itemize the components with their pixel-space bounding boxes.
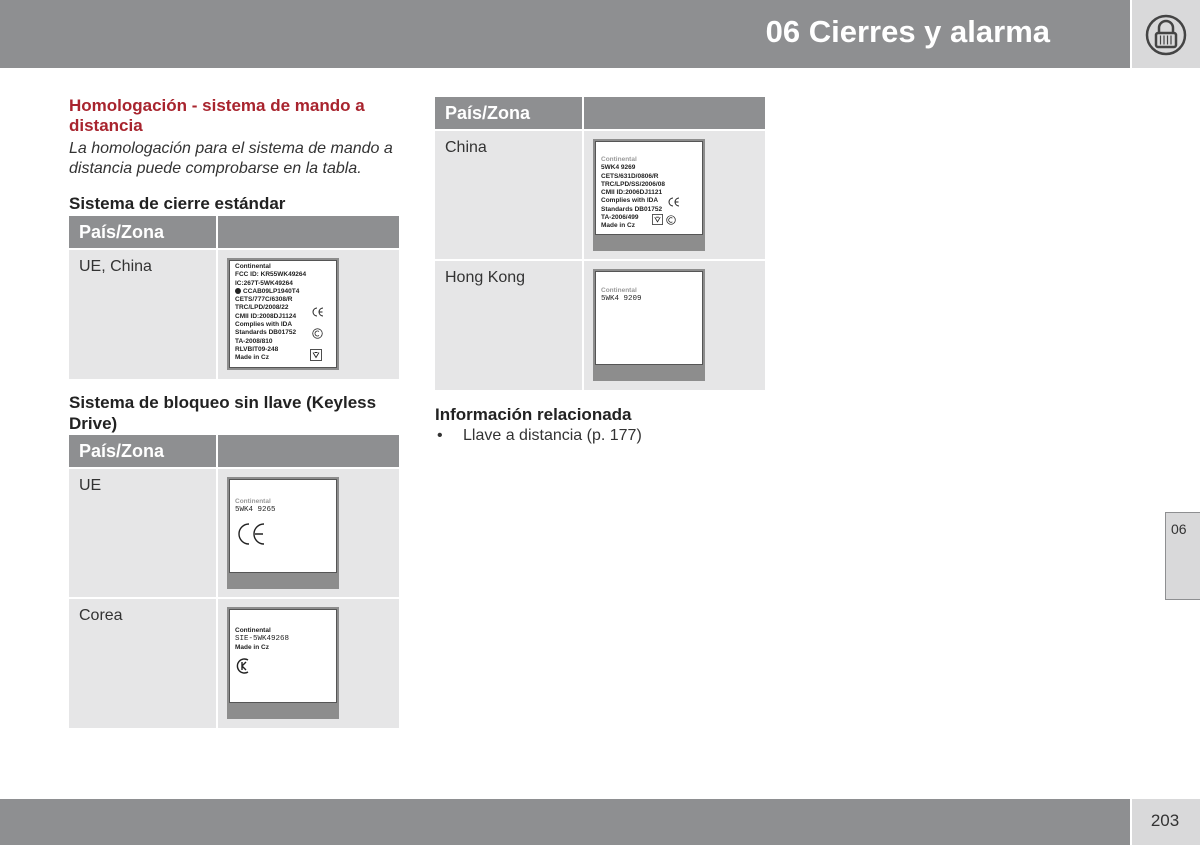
- chapter-tab-number: 06: [1171, 521, 1187, 537]
- label-line: Standards DB01752: [601, 205, 663, 213]
- section-intro: La homologación para el sistema de mando a distancia puede comprobarse en la tabla.: [69, 140, 393, 177]
- label-line: 5WK4 9269: [601, 164, 636, 172]
- table-row: [435, 260, 765, 390]
- standard-lock-table: [69, 216, 399, 379]
- label-line: CETS/777C/6308/R: [235, 296, 293, 304]
- label-line: SIE-5WK49268: [235, 635, 290, 644]
- table-row: [69, 468, 399, 598]
- chapter-tab: [1165, 512, 1200, 600]
- label-line: 5WK4 9209: [601, 295, 642, 304]
- circle-mark-icon: [235, 288, 241, 294]
- label-line: CMII ID:2008DJ1124: [235, 312, 297, 320]
- homologation-label: [227, 607, 339, 719]
- label-line: CMII ID:2006DJ1121: [601, 189, 663, 197]
- column-header-zone: País/Zona: [69, 216, 217, 249]
- label-line: TA-2008/810: [235, 337, 273, 345]
- keyless-table: [69, 435, 399, 728]
- label-line: 5WK4 9265: [235, 506, 276, 515]
- label-line: Made in Cz: [235, 643, 269, 651]
- recycling-mark-icon: [310, 349, 322, 361]
- label-line: TRC/LPD/2008/22: [235, 304, 289, 312]
- related-link-text[interactable]: Llave a distancia (p. 177): [463, 427, 642, 444]
- label-line: Continental: [235, 263, 271, 270]
- label-line: Complies with IDA: [235, 321, 293, 329]
- zone-name: Corea: [69, 598, 217, 728]
- label-line: CETS/631D/0806/R: [601, 172, 659, 180]
- label-line: Made in Cz: [601, 222, 635, 230]
- recycling-mark-icon: [652, 214, 663, 225]
- label-line: RLVBIT09-248: [235, 345, 279, 353]
- label-line: Continental: [601, 287, 637, 294]
- left-column: [69, 96, 399, 728]
- ce-mark-icon: [312, 307, 324, 317]
- label-line: Continental: [601, 156, 637, 163]
- label-line: Complies with IDA: [601, 197, 659, 205]
- c-tick-mark-icon: [312, 328, 323, 339]
- homologation-label: [227, 477, 339, 589]
- kc-mark-icon: [236, 658, 252, 674]
- table-row: [435, 130, 765, 260]
- zone-name: Hong Kong: [435, 260, 583, 390]
- column-header-zone: País/Zona: [435, 97, 583, 130]
- standard-lock-heading: Sistema de cierre estándar: [69, 194, 286, 213]
- page-number: 203: [1150, 811, 1180, 830]
- ce-mark-icon: [236, 522, 266, 546]
- table-row: [69, 598, 399, 728]
- right-zone-table: [435, 97, 765, 390]
- label-line-text: CCAB09LP1940T4: [243, 287, 300, 295]
- homologation-label: [593, 139, 705, 251]
- ce-mark-icon: [668, 197, 680, 207]
- middle-column: [435, 97, 765, 445]
- label-line: Continental: [235, 627, 271, 634]
- label-line: FCC ID: KR55WK49264: [235, 271, 307, 279]
- zone-name: UE: [69, 468, 217, 598]
- zone-name: China: [435, 130, 583, 260]
- column-header-label: [217, 435, 399, 468]
- label-line: Continental: [235, 498, 271, 505]
- footer-bar: [0, 799, 1130, 845]
- footer-page-box: [1132, 799, 1200, 845]
- header-icon-box: [1132, 0, 1200, 68]
- section-title: Homologación - sistema de mando a distancia: [69, 96, 365, 135]
- zone-name: UE, China: [69, 249, 217, 379]
- label-line: [235, 288, 331, 296]
- label-line: Made in Cz: [235, 354, 269, 362]
- homologation-label: [227, 258, 339, 370]
- label-line: IC:267T-5WK49264: [235, 279, 293, 287]
- bullet: •: [437, 427, 443, 444]
- homologation-label: [593, 269, 705, 381]
- table-row: [69, 249, 399, 379]
- related-info-heading: Información relacionada: [435, 405, 632, 424]
- column-header-label: [217, 216, 399, 249]
- c-tick-mark-icon: [666, 215, 676, 225]
- related-link-remote-key[interactable]: [435, 427, 765, 445]
- keyless-heading: Sistema de bloqueo sin llave (Keyless Drive): [69, 393, 377, 433]
- column-header-label: [583, 97, 765, 130]
- chapter-title: 06 Cierres y alarma: [765, 14, 1050, 49]
- label-line: TRC/LPD/SS/2006/08: [601, 180, 665, 188]
- label-line: TA-2006/499: [601, 214, 639, 222]
- column-header-zone: País/Zona: [69, 435, 217, 468]
- label-line: Standards DB01752: [235, 329, 297, 337]
- header-bar: [0, 0, 1130, 68]
- padlock-icon: [1144, 14, 1188, 56]
